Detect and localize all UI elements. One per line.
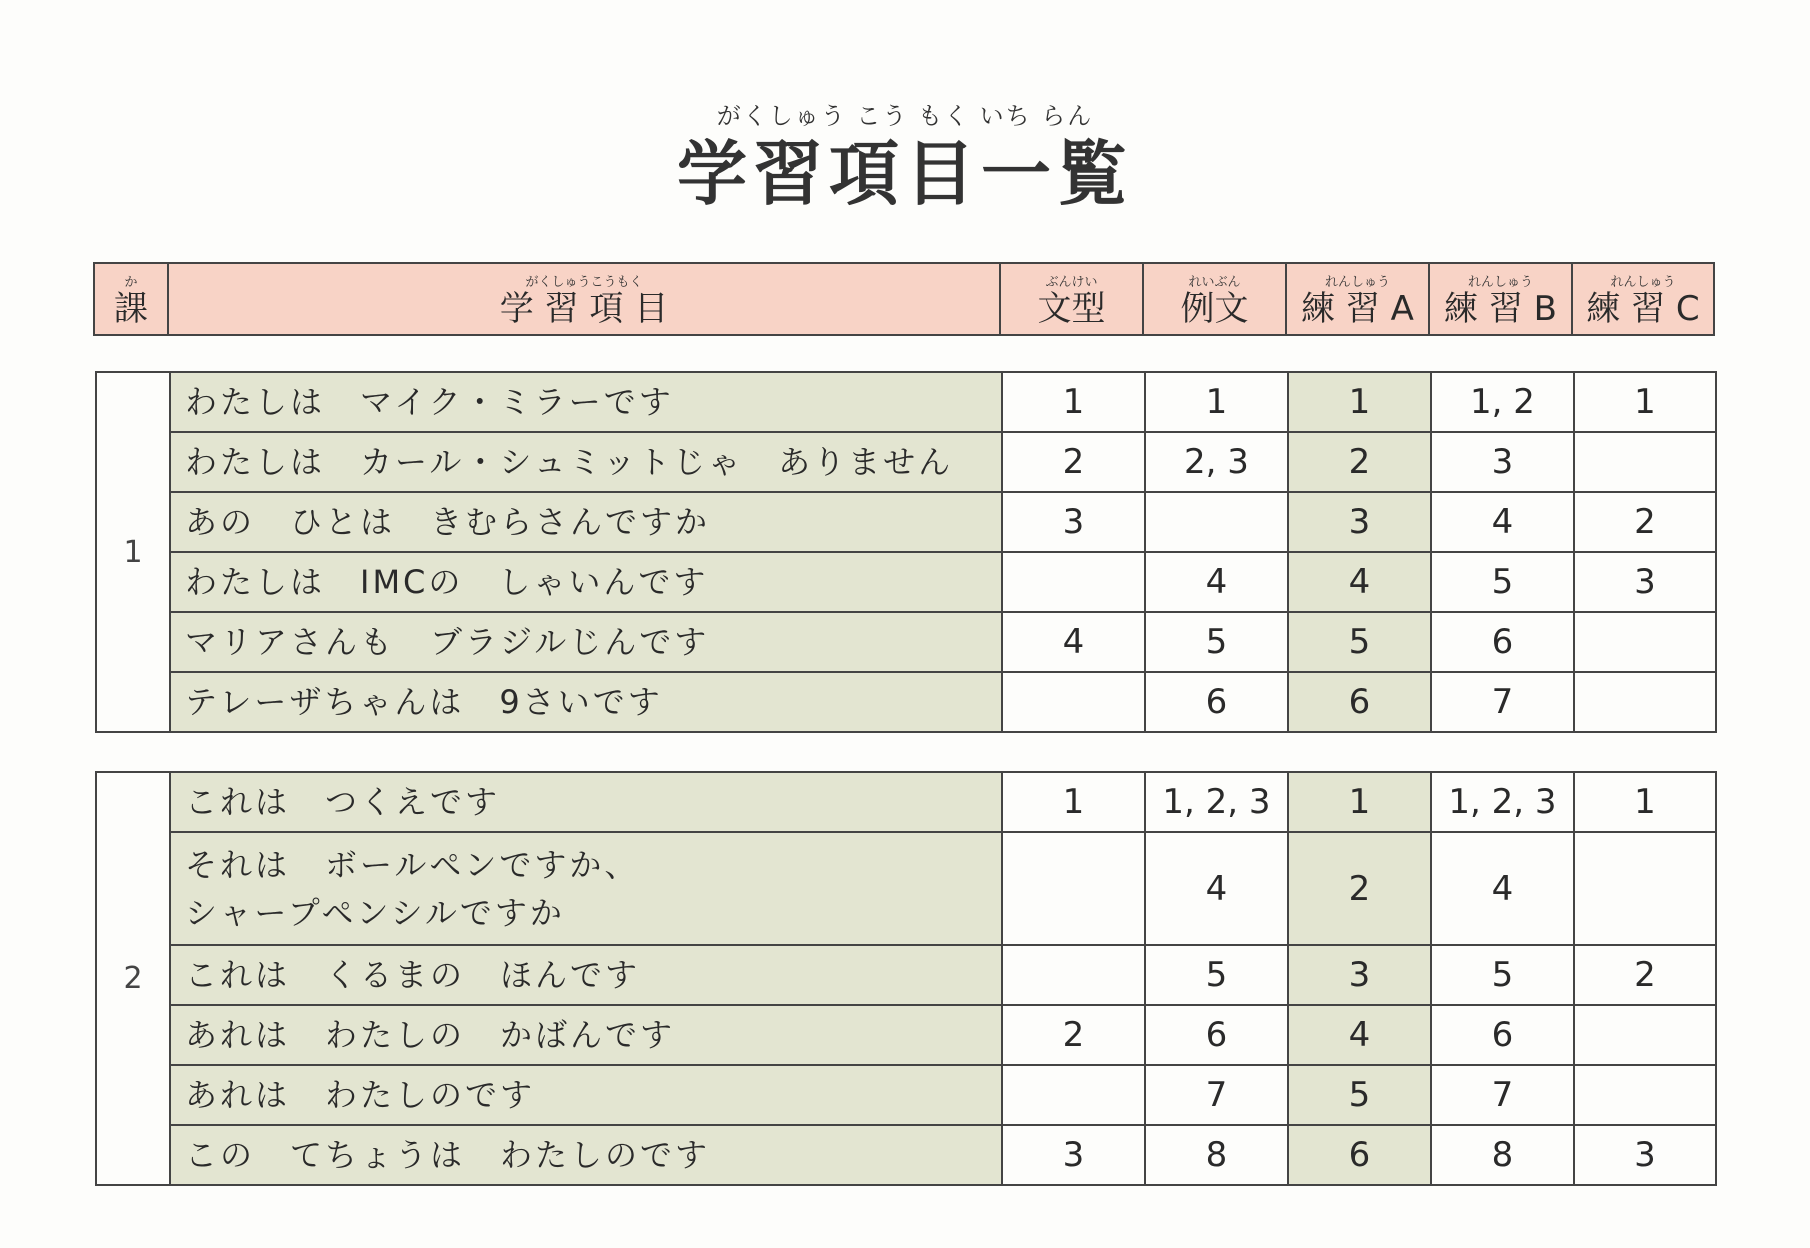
header-renshu-b-ruby: れんしゅう	[1467, 275, 1533, 290]
renshu-b-cell: 5	[1431, 552, 1574, 612]
table-row	[96, 1065, 1716, 1125]
header-bunkei	[1000, 263, 1143, 335]
renshu-c-cell: 3	[1574, 552, 1716, 612]
reibun-cell: 6	[1145, 672, 1288, 732]
renshu-a-cell: 4	[1288, 552, 1431, 612]
item-cell	[170, 832, 1002, 945]
item-cell: わたしは カール・シュミットじゃ ありません	[170, 432, 1002, 492]
renshu-b-cell: 1, 2, 3	[1431, 772, 1574, 832]
item-cell: あの ひとは きむらさんですか	[170, 492, 1002, 552]
renshu-b-cell: 8	[1431, 1125, 1574, 1185]
header-bunkei-ruby: ぶんけい	[1045, 275, 1098, 290]
header-item	[168, 263, 1000, 335]
bunkei-cell: 3	[1002, 1125, 1145, 1185]
table-row	[96, 552, 1716, 612]
item-cell: あれは わたしの かばんです	[170, 1005, 1002, 1065]
header-reibun-label: 例文	[1180, 289, 1249, 329]
renshu-c-cell	[1574, 612, 1716, 672]
header-renshu-a-ruby: れんしゅう	[1324, 275, 1390, 290]
renshu-c-cell	[1574, 832, 1716, 945]
renshu-a-cell: 5	[1288, 612, 1431, 672]
renshu-b-cell: 1, 2	[1431, 372, 1574, 432]
header-lesson-ruby: か	[124, 275, 138, 290]
item-cell: この てちょうは わたしのです	[170, 1125, 1002, 1185]
header-item-ruby: がくしゅうこうもく	[525, 275, 643, 290]
item-cell: マリアさんも ブラジルじんです	[170, 612, 1002, 672]
bunkei-cell	[1002, 832, 1145, 945]
reibun-cell: 1, 2, 3	[1145, 772, 1288, 832]
bunkei-cell: 1	[1002, 372, 1145, 432]
header-renshu-c-ruby: れんしゅう	[1610, 275, 1676, 290]
header-lesson-label: 課	[114, 289, 148, 329]
renshu-c-cell: 1	[1574, 772, 1716, 832]
renshu-b-cell: 5	[1431, 945, 1574, 1005]
table-row	[96, 372, 1716, 432]
header-lesson	[94, 263, 168, 335]
renshu-c-cell: 2	[1574, 492, 1716, 552]
renshu-a-cell: 3	[1288, 492, 1431, 552]
bunkei-cell	[1002, 552, 1145, 612]
header-renshu-c	[1572, 263, 1714, 335]
renshu-a-cell: 3	[1288, 945, 1431, 1005]
reibun-cell: 6	[1145, 1005, 1288, 1065]
renshu-b-cell: 6	[1431, 612, 1574, 672]
renshu-c-cell: 3	[1574, 1125, 1716, 1185]
renshu-b-cell: 7	[1431, 672, 1574, 732]
table-row	[96, 672, 1716, 732]
reibun-cell	[1145, 492, 1288, 552]
reibun-cell: 5	[1145, 612, 1288, 672]
renshu-c-cell: 1	[1574, 372, 1716, 432]
bunkei-cell: 2	[1002, 1005, 1145, 1065]
bunkei-cell: 2	[1002, 432, 1145, 492]
header-row	[94, 263, 1714, 335]
renshu-a-cell: 1	[1288, 372, 1431, 432]
renshu-a-cell: 1	[1288, 772, 1431, 832]
header-bunkei-label: 文型	[1037, 289, 1106, 329]
renshu-a-cell: 6	[1288, 672, 1431, 732]
renshu-a-cell: 2	[1288, 832, 1431, 945]
bunkei-cell	[1002, 672, 1145, 732]
lesson-number: 2	[96, 772, 170, 1185]
reibun-cell: 5	[1145, 945, 1288, 1005]
renshu-c-cell	[1574, 1065, 1716, 1125]
table-row	[96, 1005, 1716, 1065]
table-row	[96, 492, 1716, 552]
item-cell: わたしは IMCの しゃいんです	[170, 552, 1002, 612]
bunkei-cell: 1	[1002, 772, 1145, 832]
renshu-c-cell: 2	[1574, 945, 1716, 1005]
renshu-c-cell	[1574, 1005, 1716, 1065]
item-cell: これは くるまの ほんです	[170, 945, 1002, 1005]
reibun-cell: 1	[1145, 372, 1288, 432]
table-row	[96, 945, 1716, 1005]
lesson-2-table	[95, 771, 1717, 1186]
item-line-2: シャープペンシルですか	[185, 893, 565, 932]
header-renshu-a	[1286, 263, 1429, 335]
table-row	[96, 612, 1716, 672]
reibun-cell: 2, 3	[1145, 432, 1288, 492]
bunkei-cell	[1002, 1065, 1145, 1125]
header-renshu-b-label: 練 習 B	[1444, 289, 1557, 329]
renshu-a-cell: 6	[1288, 1125, 1431, 1185]
lesson-1-table	[95, 371, 1717, 733]
renshu-a-cell: 2	[1288, 432, 1431, 492]
bunkei-cell: 3	[1002, 492, 1145, 552]
table-row	[96, 1125, 1716, 1185]
renshu-a-cell: 4	[1288, 1005, 1431, 1065]
page-title: 学習項目一覧	[677, 133, 1133, 215]
renshu-a-cell: 5	[1288, 1065, 1431, 1125]
bunkei-cell: 4	[1002, 612, 1145, 672]
renshu-b-cell: 4	[1431, 832, 1574, 945]
reibun-cell: 8	[1145, 1125, 1288, 1185]
header-reibun-ruby: れいぶん	[1188, 275, 1241, 290]
header-renshu-c-label: 練 習 C	[1586, 289, 1700, 329]
bunkei-cell	[1002, 945, 1145, 1005]
table-row	[96, 832, 1716, 945]
table-row	[96, 772, 1716, 832]
lesson-number: 1	[96, 372, 170, 732]
reibun-cell: 4	[1145, 552, 1288, 612]
reibun-cell: 7	[1145, 1065, 1288, 1125]
header-renshu-b	[1429, 263, 1572, 335]
renshu-c-cell	[1574, 432, 1716, 492]
renshu-b-cell: 7	[1431, 1065, 1574, 1125]
item-cell: わたしは マイク・ミラーです	[170, 372, 1002, 432]
item-cell: テレーザちゃんは 9さいです	[170, 672, 1002, 732]
header-table	[93, 262, 1715, 336]
item-cell: あれは わたしのです	[170, 1065, 1002, 1125]
header-item-label: 学 習 項 目	[499, 289, 669, 329]
item-line-1: それは ボールペンですか、	[185, 845, 640, 884]
renshu-b-cell: 6	[1431, 1005, 1574, 1065]
reibun-cell: 4	[1145, 832, 1288, 945]
renshu-b-cell: 4	[1431, 492, 1574, 552]
header-renshu-a-label: 練 習 A	[1301, 289, 1414, 329]
table-row	[96, 432, 1716, 492]
page-title-ruby: がくしゅう こう もく いち らん	[716, 102, 1094, 130]
item-cell: これは つくえです	[170, 772, 1002, 832]
header-reibun	[1143, 263, 1286, 335]
renshu-c-cell	[1574, 672, 1716, 732]
renshu-b-cell: 3	[1431, 432, 1574, 492]
